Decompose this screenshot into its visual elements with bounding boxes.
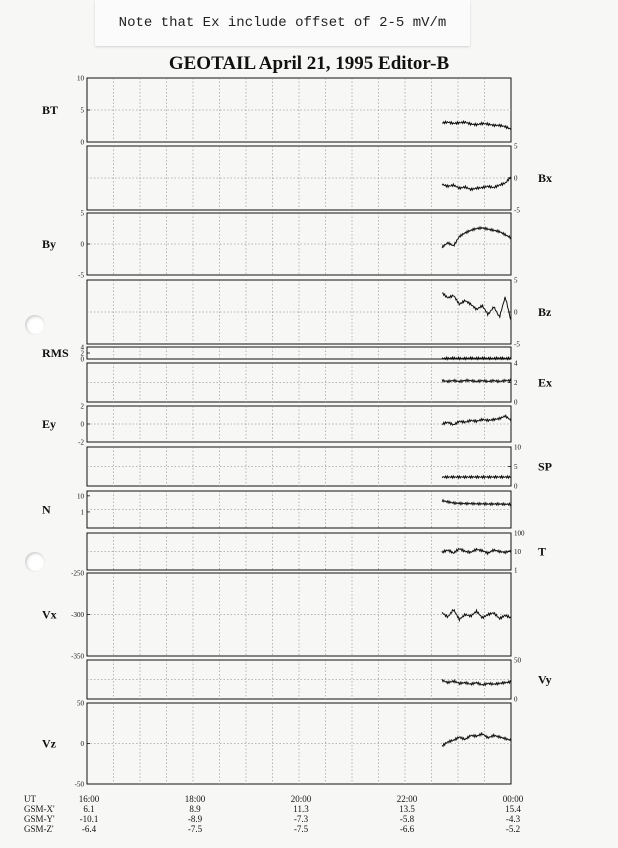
panel-label-vx: Vx	[42, 607, 57, 622]
axis-row-value-gsm-z-: -7.5	[187, 824, 203, 834]
tick-label-vz: -50	[74, 780, 84, 789]
series-line-bx	[442, 177, 511, 191]
tick-label-sp: 10	[514, 443, 521, 452]
panel-frame-rms	[87, 347, 511, 359]
axis-row-value-gsm-y-: -7.3	[293, 814, 309, 824]
tick-label-t: 10	[514, 548, 521, 556]
panel-label-by: By	[42, 237, 57, 251]
tick-label-bz: -5	[514, 340, 520, 349]
series-line-by	[442, 227, 511, 248]
axis-row-value-ut: 18:00	[184, 794, 206, 804]
tick-label-n: 10	[77, 492, 84, 501]
tick-label-bz: 5	[514, 276, 518, 285]
series-line-n	[442, 500, 511, 506]
axis-row-value-gsm-x-: 11.3	[293, 804, 309, 814]
axis-row-value-gsm-z-: -5.2	[505, 824, 521, 834]
panel-label-n: N	[42, 502, 51, 517]
tick-label-by: 0	[80, 240, 84, 249]
axis-row-value-ut: 22:00	[396, 794, 418, 804]
axis-row-value-gsm-z-: -6.4	[81, 824, 97, 834]
tick-label-ey: 2	[80, 402, 84, 411]
axis-row-value-ut: 20:00	[290, 794, 312, 804]
series-line-vx	[442, 610, 511, 621]
tick-label-vy: 50	[514, 656, 521, 665]
axis-row-label-gsm-x-: GSM-X'	[24, 804, 55, 814]
axis-row-value-gsm-y-: -4.3	[505, 814, 521, 824]
tick-label-rms: 2	[80, 349, 84, 358]
panel-label-vz: Vz	[42, 736, 56, 751]
panel-label-rms: RMS	[42, 346, 69, 360]
panel-label-t: T	[538, 544, 547, 559]
axis-row-value-gsm-x-: 8.9	[189, 804, 201, 814]
axis-row-value-gsm-x-: 13.5	[399, 804, 415, 814]
tick-label-bt: 0	[80, 138, 84, 147]
tick-label-sp: 5	[514, 463, 518, 471]
tick-label-sp: 0	[514, 482, 518, 491]
tick-label-t: 1	[514, 566, 518, 575]
tick-label-vz: 0	[80, 740, 84, 748]
tick-label-by: 5	[80, 209, 84, 218]
panel-label-bz: Bz	[538, 305, 552, 319]
tick-label-vx: -300	[71, 611, 84, 619]
page-title: GEOTAIL April 21, 1995 Editor-B	[168, 53, 450, 74]
axis-row-value-gsm-z-: -7.5	[293, 824, 309, 834]
series-line-vy	[442, 679, 511, 685]
panel-label-vy: Vy	[538, 672, 552, 687]
tick-label-by: -5	[78, 271, 84, 280]
tick-label-vz: 50	[77, 699, 84, 708]
tick-label-rms: 4	[80, 343, 84, 352]
axis-row-value-gsm-y-: -10.1	[79, 814, 99, 824]
tick-label-bx: 5	[514, 142, 518, 151]
series-line-vz	[442, 733, 511, 746]
tick-label-vy: 0	[514, 695, 518, 704]
tick-label-bx: 0	[514, 174, 518, 183]
axis-row-value-gsm-y-: -5.8	[399, 814, 415, 824]
series-line-bz	[442, 293, 511, 320]
axis-row-value-ut: 16:00	[78, 794, 100, 804]
tick-label-rms: 0	[80, 355, 84, 364]
tick-label-bt: 10	[77, 74, 84, 83]
axis-row-value-gsm-x-: 15.4	[505, 804, 521, 814]
series-line-sp	[442, 476, 511, 478]
panel-label-ey: Ey	[42, 417, 57, 431]
series-line-ey	[442, 415, 511, 425]
panel-label-ex: Ex	[538, 375, 553, 390]
tick-label-ey: 0	[80, 420, 84, 429]
panel-label-bx: Bx	[538, 171, 553, 185]
tick-label-bt: 5	[80, 106, 84, 115]
axis-row-value-gsm-z-: -6.6	[399, 824, 415, 834]
axis-row-label-gsm-y-: GSM-Y'	[24, 814, 55, 824]
tick-label-ex: 0	[514, 398, 518, 407]
tick-label-ex: 2	[514, 379, 518, 387]
tick-label-ex: 4	[514, 359, 518, 368]
tick-label-t: 100	[514, 529, 525, 538]
axis-row-value-ut: 00:00	[502, 794, 524, 804]
tick-label-bx: -5	[514, 206, 520, 215]
axis-row-value-gsm-y-: -8.9	[187, 814, 203, 824]
tick-label-ey: -2	[78, 438, 84, 447]
tick-label-bz: 0	[514, 308, 518, 317]
tick-label-vx: -350	[71, 652, 84, 661]
tick-label-n: 1	[80, 508, 84, 517]
panel-label-sp: SP	[538, 459, 553, 474]
series-line-ex	[442, 380, 511, 383]
axis-row-label-ut: UT	[24, 794, 36, 804]
series-line-bt	[442, 121, 511, 130]
tick-label-vx: -250	[71, 569, 84, 578]
axis-row-label-gsm-z-: GSM-Z'	[24, 824, 54, 834]
panel-label-bt: BT	[42, 103, 59, 117]
axis-row-value-gsm-x-: 6.1	[83, 804, 95, 814]
note-text: Note that Ex include offset of 2-5 mV/m	[118, 15, 447, 31]
